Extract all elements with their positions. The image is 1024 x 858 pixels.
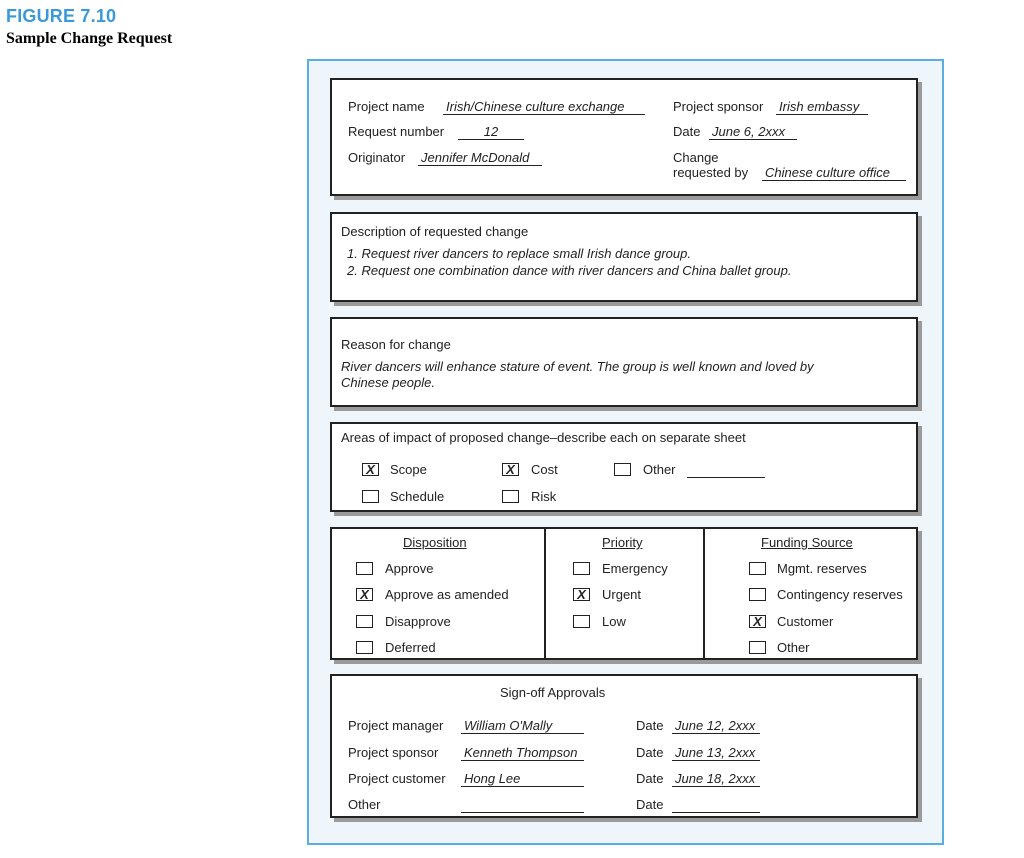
approve-label: Approve — [385, 561, 434, 576]
signoff-name: William O'Mally — [461, 718, 584, 734]
header-section — [330, 78, 918, 196]
column-divider-1 — [544, 529, 546, 658]
scope-label: Scope — [390, 462, 427, 477]
signoff-row-label: Project customer — [348, 771, 446, 786]
funding-header: Funding Source — [761, 535, 853, 550]
signoff-row-label: Project manager — [348, 718, 444, 733]
deferred-checkbox[interactable] — [356, 641, 373, 654]
request-number-label: Request number — [348, 124, 445, 139]
urgent-checkbox[interactable]: X — [573, 588, 590, 601]
signoff-name — [461, 797, 584, 813]
project-sponsor-value: Irish embassy — [776, 99, 868, 115]
contingency-reserves-label: Contingency reserves — [777, 587, 903, 602]
risk-checkbox[interactable] — [502, 490, 519, 503]
other-funding-label: Other — [777, 640, 810, 655]
impact-section — [330, 422, 918, 512]
description-item-1: 1. Request river dancers to replace small Irish dance group. — [347, 246, 691, 261]
signoff-row-label: Project sponsor — [348, 745, 439, 760]
description-label: Description of requested change — [341, 224, 529, 239]
signoff-date: June 13, 2xxx — [672, 745, 760, 761]
other-impact-line — [687, 462, 765, 478]
other-impact-label: Other — [643, 462, 676, 477]
approve-amended-checkbox[interactable]: X — [356, 588, 373, 601]
reason-label: Reason for change — [341, 337, 451, 352]
figure-title: Sample Change Request — [6, 30, 173, 47]
column-divider-2 — [703, 529, 705, 658]
change-requested-label-1: Change — [673, 150, 719, 165]
approve-amended-label: Approve as amended — [385, 587, 509, 602]
disapprove-checkbox[interactable] — [356, 615, 373, 628]
signoff-section — [330, 674, 918, 818]
signoff-date: June 12, 2xxx — [672, 718, 760, 734]
priority-header: Priority — [602, 535, 643, 550]
signoff-title: Sign-off Approvals — [500, 685, 606, 700]
customer-checkbox[interactable]: X — [749, 615, 766, 628]
signoff-date-label: Date — [636, 771, 664, 786]
approve-checkbox[interactable] — [356, 562, 373, 575]
signoff-date-label: Date — [636, 797, 664, 812]
project-sponsor-label: Project sponsor — [673, 99, 764, 114]
deferred-label: Deferred — [385, 640, 436, 655]
mgmt-reserves-checkbox[interactable] — [749, 562, 766, 575]
change-requested-value: Chinese culture office — [762, 165, 906, 181]
figure-label: FIGURE 7.10 — [6, 6, 117, 26]
signoff-name: Kenneth Thompson — [461, 745, 584, 761]
request-number-value: 12 — [458, 124, 524, 140]
signoff-date — [672, 797, 760, 813]
impact-label: Areas of impact of proposed change–describe each on separate sheet — [341, 430, 746, 445]
urgent-label: Urgent — [602, 587, 642, 602]
description-section — [330, 212, 918, 302]
mgmt-reserves-label: Mgmt. reserves — [777, 561, 867, 576]
signoff-date-label: Date — [636, 745, 664, 760]
description-item-2: 2. Request one combination dance with river dancers and China ballet group. — [347, 263, 792, 278]
change-requested-label-2: requested by — [673, 165, 749, 180]
disposition-header: Disposition — [403, 535, 467, 550]
originator-value: Jennifer McDonald — [418, 150, 542, 166]
low-label: Low — [602, 614, 626, 629]
form-frame — [307, 59, 944, 845]
originator-label: Originator — [348, 150, 406, 165]
emergency-label: Emergency — [602, 561, 668, 576]
scope-checkbox[interactable]: X — [362, 463, 379, 476]
emergency-checkbox[interactable] — [573, 562, 590, 575]
signoff-date-label: Date — [636, 718, 664, 733]
customer-label: Customer — [777, 614, 834, 629]
date-label: Date — [673, 124, 701, 139]
project-name-value: Irish/Chinese culture exchange — [443, 99, 645, 115]
signoff-name: Hong Lee — [461, 771, 584, 787]
disapprove-label: Disapprove — [385, 614, 451, 629]
risk-label: Risk — [531, 489, 557, 504]
signoff-date: June 18, 2xxx — [672, 771, 760, 787]
cost-label: Cost — [531, 462, 558, 477]
low-checkbox[interactable] — [573, 615, 590, 628]
schedule-checkbox[interactable] — [362, 490, 379, 503]
reason-text: River dancers will enhance stature of event. The group is well known and loved by Chinese people. — [341, 359, 814, 390]
contingency-reserves-checkbox[interactable] — [749, 588, 766, 601]
date-value: June 6, 2xxx — [709, 124, 797, 140]
cost-checkbox[interactable]: X — [502, 463, 519, 476]
disposition-section — [330, 527, 918, 660]
other-funding-checkbox[interactable] — [749, 641, 766, 654]
project-name-label: Project name — [348, 99, 425, 114]
schedule-label: Schedule — [390, 489, 445, 504]
signoff-row-label: Other — [348, 797, 381, 812]
other-impact-checkbox[interactable] — [614, 463, 631, 476]
reason-section — [330, 317, 918, 407]
